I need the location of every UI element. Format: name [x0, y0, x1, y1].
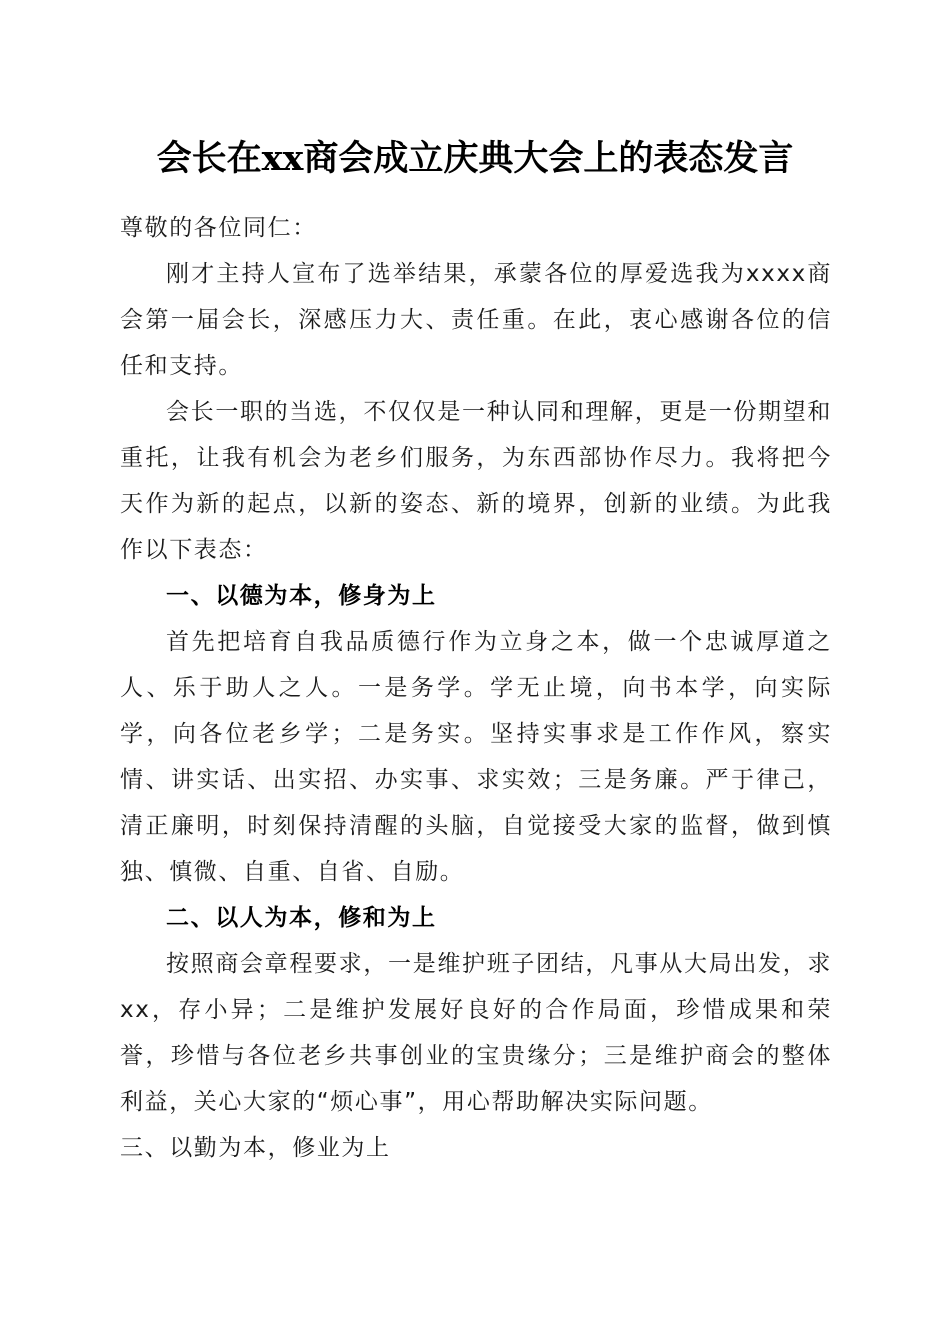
- section-heading-2: 二、以人为本，修和为上: [166, 905, 437, 931]
- paragraph-2: 会长一职的当选，不仅仅是一种认同和理解，更是一份期望和重托，让我有机会为老乡们服务，为东西部协作尽力。我将把今天作为新的起点，以新的姿态、新的境界，创新的业绩。为此我作以下表态：: [120, 399, 832, 563]
- paragraph-1: 刚才主持人宣布了选举结果，承蒙各位的厚爱选我为xxxx商会第一届会长，深感压力大、责任重。在此，衷心感谢各位的信任和支持。: [120, 261, 832, 379]
- document-body: [120, 205, 832, 1171]
- section-heading-1: 一、以德为本，修身为上: [166, 583, 437, 609]
- paragraph-4: 按照商会章程要求，一是维护班子团结，凡事从大局出发，求xx，存小异；二是维护发展好良好的合作局面，珍惜成果和荣誉，珍惜与各位老乡共事创业的宝贵缘分；三是维护商会的整体利益，关心大家的“烦心事”，用心帮助解决实际问题。: [120, 951, 832, 1115]
- paragraph-3: 首先把培育自我品质德行作为立身之本，做一个忠诚厚道之人、乐于助人之人。一是务学。学无止境，向书本学，向实际学，向各位老乡学；二是务实。坚持实事求是工作作风，察实情、讲实话、出实招、办实事、求实效；三是务廉。严于律己，清正廉明，时刻保持清醒的头脑，自觉接受大家的监督，做到慎独、慎微、自重、自省、自励。: [120, 629, 832, 885]
- document-title: 会长在xx商会成立庆典大会上的表态发言: [156, 138, 794, 179]
- section-heading-3: 三、以勤为本，修业为上: [120, 1135, 391, 1161]
- salutation: 尊敬的各位同仁：: [120, 215, 317, 241]
